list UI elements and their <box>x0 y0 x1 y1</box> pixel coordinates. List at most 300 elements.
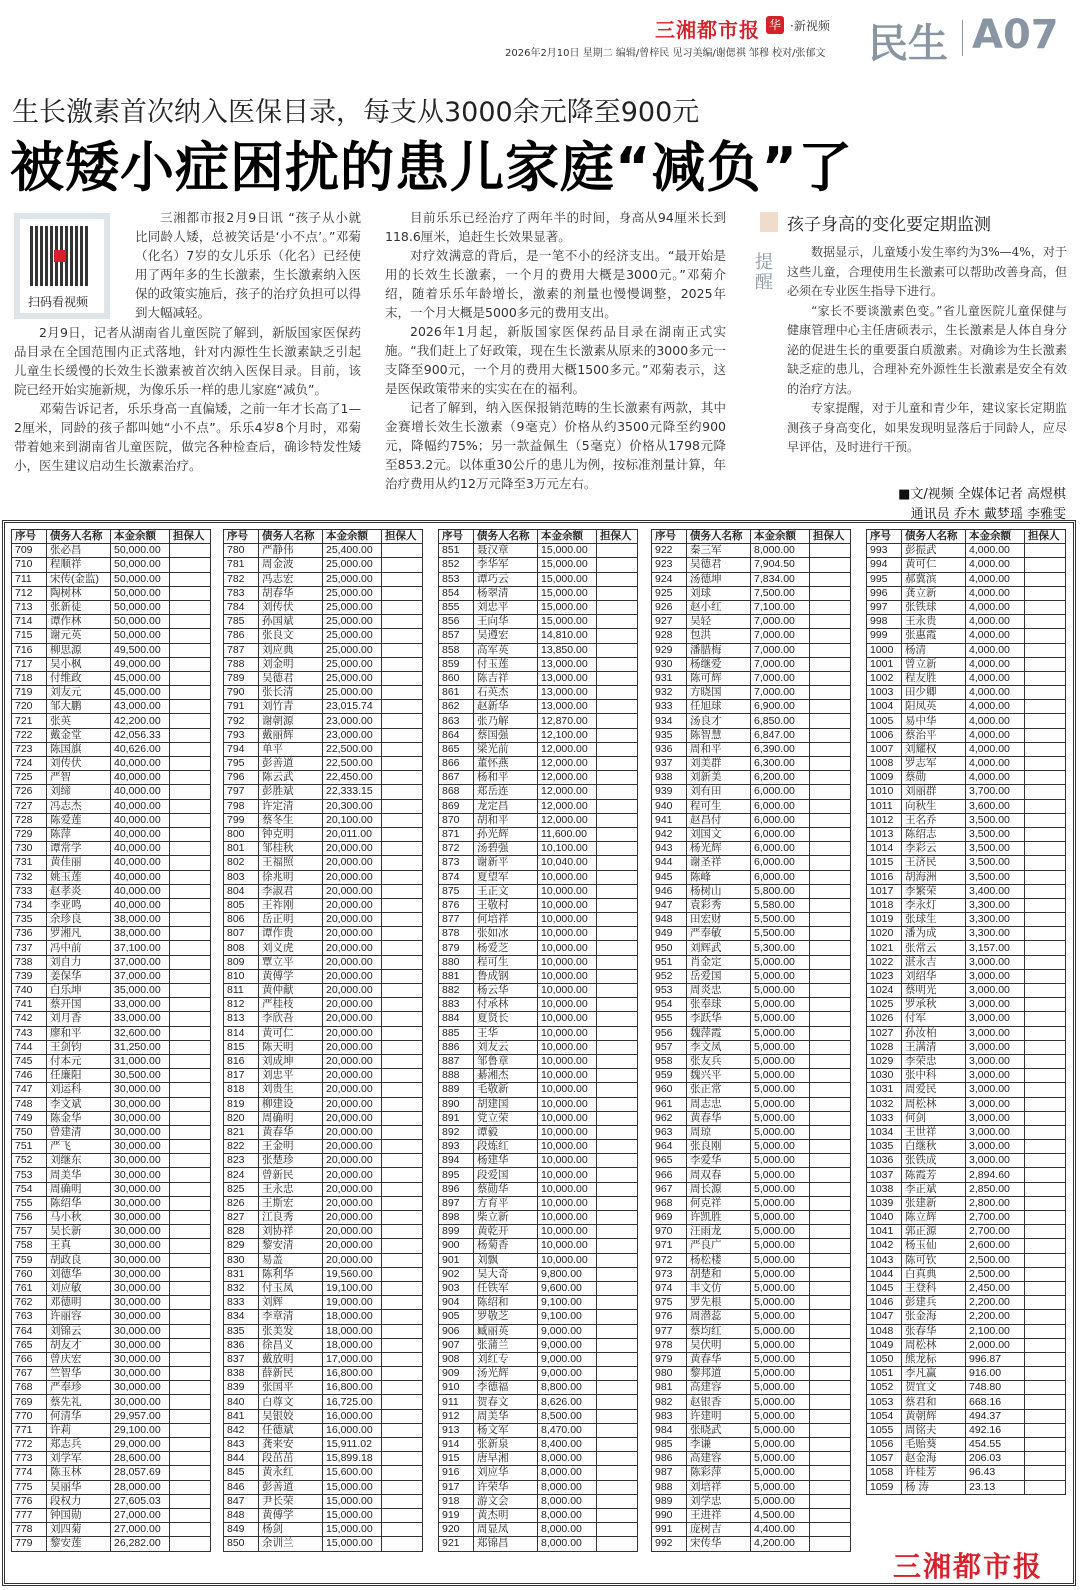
principal-balance: 50,000.00 <box>111 572 170 586</box>
row-number: 1013 <box>867 827 902 841</box>
principal-balance: 2,600.00 <box>966 1239 1025 1253</box>
row-number: 934 <box>652 714 687 728</box>
guarantor-cell <box>810 671 851 685</box>
table-row <box>224 1267 423 1281</box>
principal-balance: 3,000.00 <box>966 1083 1025 1097</box>
principal-balance: 5,000.00 <box>751 1196 810 1210</box>
table-row <box>224 700 423 714</box>
table-row <box>224 1125 423 1139</box>
guarantor-cell <box>170 941 211 955</box>
row-number: 810 <box>224 969 259 983</box>
principal-balance: 40,000.00 <box>111 757 170 771</box>
debtor-name: 白乐坤 <box>47 984 111 998</box>
table-row <box>867 1026 1066 1040</box>
debtor-name: 周铭夫 <box>902 1423 966 1437</box>
row-number: 1017 <box>867 884 902 898</box>
principal-balance: 3,000.00 <box>966 1040 1025 1054</box>
debtor-name: 王满清 <box>902 1040 966 1054</box>
principal-balance: 9,000.00 <box>538 1338 597 1352</box>
table-row <box>224 1395 423 1409</box>
row-number: 744 <box>12 1040 47 1054</box>
guarantor-cell <box>382 544 423 558</box>
guarantor-cell <box>810 927 851 941</box>
table-row <box>12 1097 211 1111</box>
table-row <box>439 856 638 870</box>
row-number: 1039 <box>867 1196 902 1210</box>
table-row <box>224 1083 423 1097</box>
debtor-name: 吴长新 <box>47 1225 111 1239</box>
guarantor-cell <box>382 1537 423 1551</box>
row-number: 900 <box>439 1239 474 1253</box>
guarantor-cell <box>597 1125 638 1139</box>
debtor-name: 杨清 <box>902 643 966 657</box>
table-row <box>224 1537 423 1551</box>
guarantor-cell <box>1025 615 1066 629</box>
principal-balance: 27,605.03 <box>111 1494 170 1508</box>
table-row <box>12 1438 211 1452</box>
row-number: 978 <box>652 1338 687 1352</box>
row-number: 905 <box>439 1310 474 1324</box>
guarantor-cell <box>382 1423 423 1437</box>
debtor-name: 董怀燕 <box>474 757 538 771</box>
debtor-name: 郑岳连 <box>474 785 538 799</box>
debtor-name: 谢圣祥 <box>687 856 751 870</box>
column-header: 担保人 <box>810 530 851 544</box>
debtor-name: 付承林 <box>474 998 538 1012</box>
guarantor-cell <box>382 771 423 785</box>
row-number: 1002 <box>867 671 902 685</box>
principal-balance: 3,000.00 <box>966 955 1025 969</box>
debtor-name: 冯志宏 <box>259 572 323 586</box>
debtor-name: 段爱国 <box>474 1168 538 1182</box>
row-number: 871 <box>439 827 474 841</box>
table-row <box>224 1296 423 1310</box>
guarantor-cell <box>382 643 423 657</box>
debtor-name: 张楚珍 <box>259 1154 323 1168</box>
row-number: 913 <box>439 1423 474 1437</box>
principal-balance: 13,000.00 <box>538 671 597 685</box>
row-number: 745 <box>12 1054 47 1068</box>
table-row <box>867 714 1066 728</box>
row-number: 727 <box>12 799 47 813</box>
row-number: 814 <box>224 1026 259 1040</box>
principal-balance: 494.37 <box>966 1409 1025 1423</box>
debtor-name: 周金波 <box>259 558 323 572</box>
table-row <box>12 1012 211 1026</box>
row-number: 909 <box>439 1367 474 1381</box>
debtor-name: 张必昌 <box>47 544 111 558</box>
table-row <box>224 1438 423 1452</box>
debtor-name: 石英杰 <box>474 686 538 700</box>
row-number: 815 <box>224 1040 259 1054</box>
debtor-name: 杨翠清 <box>474 586 538 600</box>
row-number: 1045 <box>867 1281 902 1295</box>
row-number: 1021 <box>867 941 902 955</box>
debtor-name: 田少卿 <box>902 686 966 700</box>
table-row <box>439 913 638 927</box>
table-row <box>12 686 211 700</box>
row-number: 709 <box>12 544 47 558</box>
table-row <box>224 870 423 884</box>
guarantor-cell <box>597 969 638 983</box>
debtor-name: 陈立辉 <box>902 1211 966 1225</box>
guarantor-cell <box>1025 657 1066 671</box>
row-number: 788 <box>224 657 259 671</box>
table-row <box>652 1480 851 1494</box>
debtor-name: 贺春文 <box>474 1395 538 1409</box>
table-row <box>224 1140 423 1154</box>
principal-balance: 30,000.00 <box>111 1281 170 1295</box>
guarantor-cell <box>810 827 851 841</box>
debtor-name: 熊龙标 <box>902 1352 966 1366</box>
guarantor-cell <box>597 1523 638 1537</box>
principal-balance: 5,000.00 <box>751 998 810 1012</box>
guarantor-cell <box>597 1296 638 1310</box>
principal-balance: 9,600.00 <box>538 1281 597 1295</box>
principal-balance: 25,400.00 <box>323 544 382 558</box>
guarantor-cell <box>810 1381 851 1395</box>
guarantor-cell <box>382 913 423 927</box>
debtor-name: 覃立平 <box>259 955 323 969</box>
row-number: 927 <box>652 615 687 629</box>
principal-balance: 748.80 <box>966 1381 1025 1395</box>
principal-balance: 2,500.00 <box>966 1253 1025 1267</box>
principal-balance: 2,000.00 <box>966 1338 1025 1352</box>
debtor-name: 杨剑 <box>259 1523 323 1537</box>
row-number: 1046 <box>867 1296 902 1310</box>
principal-balance: 10,000.00 <box>538 1225 597 1239</box>
guarantor-cell <box>597 1423 638 1437</box>
row-number: 931 <box>652 671 687 685</box>
debtor-name: 向秋生 <box>902 799 966 813</box>
table-row <box>439 998 638 1012</box>
principal-balance: 20,100.00 <box>323 813 382 827</box>
debtor-name: 王济民 <box>902 856 966 870</box>
row-number: 761 <box>12 1281 47 1295</box>
table-row <box>867 1225 1066 1239</box>
principal-balance: 5,000.00 <box>751 1253 810 1267</box>
debtor-name: 曾新民 <box>259 1168 323 1182</box>
principal-balance: 8,000.00 <box>538 1466 597 1480</box>
principal-balance: 3,000.00 <box>966 1054 1025 1068</box>
row-number: 845 <box>224 1466 259 1480</box>
principal-balance: 5,000.00 <box>751 1267 810 1281</box>
table-row <box>652 955 851 969</box>
table-row <box>439 1296 638 1310</box>
principal-balance: 8,000.00 <box>538 1508 597 1522</box>
principal-balance: 20,000.00 <box>323 1054 382 1068</box>
row-number: 989 <box>652 1494 687 1508</box>
debtor-name: 汤良才 <box>687 714 751 728</box>
principal-balance: 8,000.00 <box>538 1494 597 1508</box>
row-number: 893 <box>439 1140 474 1154</box>
guarantor-cell <box>810 1040 851 1054</box>
principal-balance: 20,000.00 <box>323 1225 382 1239</box>
row-number: 725 <box>12 771 47 785</box>
debtor-name: 黄傅学 <box>259 1508 323 1522</box>
principal-balance: 20,000.00 <box>323 1168 382 1182</box>
debtor-name: 刘金明 <box>259 657 323 671</box>
debtor-name: 彭建兵 <box>902 1296 966 1310</box>
column-header: 债务人名称 <box>474 530 538 544</box>
debtor-name: 刘四菊 <box>47 1523 111 1537</box>
row-number: 895 <box>439 1168 474 1182</box>
debtor-name: 陈可钦 <box>902 1253 966 1267</box>
row-number: 784 <box>224 600 259 614</box>
guarantor-cell <box>810 686 851 700</box>
row-number: 760 <box>12 1267 47 1281</box>
guarantor-cell <box>1025 1040 1066 1054</box>
debtor-name: 何剑 <box>902 1111 966 1125</box>
debtor-name: 余珍良 <box>47 913 111 927</box>
row-number: 877 <box>439 913 474 927</box>
row-number: 924 <box>652 572 687 586</box>
debtor-name: 蔡先礼 <box>47 1395 111 1409</box>
table-row <box>439 927 638 941</box>
debtor-name: 付玉凤 <box>259 1281 323 1295</box>
row-number: 954 <box>652 998 687 1012</box>
guarantor-cell <box>1025 1168 1066 1182</box>
principal-balance: 30,000.00 <box>111 1154 170 1168</box>
debtor-name: 李亚鸣 <box>47 898 111 912</box>
principal-balance: 3,000.00 <box>966 1140 1025 1154</box>
table-row <box>867 686 1066 700</box>
principal-balance: 50,000.00 <box>111 558 170 572</box>
debtor-name: 何培祥 <box>474 913 538 927</box>
guarantor-cell <box>170 1310 211 1324</box>
principal-balance: 4,000.00 <box>966 757 1025 771</box>
table-row <box>439 870 638 884</box>
debtor-name: 夏望军 <box>474 870 538 884</box>
row-number: 818 <box>224 1083 259 1097</box>
row-number: 988 <box>652 1480 687 1494</box>
table-row <box>439 1267 638 1281</box>
guarantor-cell <box>597 842 638 856</box>
debtor-name: 赵新华 <box>474 700 538 714</box>
guarantor-cell <box>1025 1069 1066 1083</box>
guarantor-cell <box>1025 1125 1066 1139</box>
debtor-name: 薛新民 <box>259 1367 323 1381</box>
guarantor-cell <box>597 1367 638 1381</box>
debtor-name: 陈可辉 <box>687 671 751 685</box>
row-number: 882 <box>439 984 474 998</box>
row-number: 947 <box>652 898 687 912</box>
principal-balance: 37,000.00 <box>111 955 170 969</box>
row-number: 964 <box>652 1140 687 1154</box>
guarantor-cell <box>170 657 211 671</box>
guarantor-cell <box>1025 955 1066 969</box>
table-row <box>12 827 211 841</box>
guarantor-cell <box>170 955 211 969</box>
principal-balance: 10,000.00 <box>538 1154 597 1168</box>
principal-balance: 5,000.00 <box>751 1225 810 1239</box>
table-row <box>12 643 211 657</box>
debtor-name: 李永灯 <box>902 898 966 912</box>
row-number: 949 <box>652 927 687 941</box>
guarantor-cell <box>170 969 211 983</box>
table-row <box>439 572 638 586</box>
guarantor-cell <box>170 1168 211 1182</box>
row-number: 792 <box>224 714 259 728</box>
principal-balance: 22,333.15 <box>323 785 382 799</box>
debtor-name: 彭善道 <box>259 757 323 771</box>
debtor-name: 李跃华 <box>687 1012 751 1026</box>
row-number: 718 <box>12 671 47 685</box>
guarantor-cell <box>597 629 638 643</box>
guarantor-cell <box>170 870 211 884</box>
table-row <box>439 827 638 841</box>
guarantor-cell <box>597 1083 638 1097</box>
table-row <box>652 842 851 856</box>
guarantor-cell <box>810 657 851 671</box>
row-number: 925 <box>652 586 687 600</box>
table-row <box>224 657 423 671</box>
principal-balance: 15,000.00 <box>538 544 597 558</box>
row-number: 801 <box>224 842 259 856</box>
row-number: 798 <box>224 799 259 813</box>
guarantor-cell <box>170 1040 211 1054</box>
column-header: 担保人 <box>1025 530 1066 544</box>
row-number: 1007 <box>867 742 902 756</box>
principal-balance: 16,000.00 <box>323 1423 382 1437</box>
debtor-name: 包洪 <box>687 629 751 643</box>
table-header-row <box>224 530 423 544</box>
table-row <box>12 1125 211 1139</box>
table-row <box>224 1040 423 1054</box>
principal-balance: 18,000.00 <box>323 1324 382 1338</box>
debtor-name: 王正文 <box>474 884 538 898</box>
table-row <box>224 1452 423 1466</box>
debtor-name: 张中科 <box>902 1069 966 1083</box>
guarantor-cell <box>597 1452 638 1466</box>
principal-balance: 30,000.00 <box>111 1324 170 1338</box>
guarantor-cell <box>597 1508 638 1522</box>
principal-balance: 33,000.00 <box>111 998 170 1012</box>
row-number: 957 <box>652 1040 687 1054</box>
row-number: 768 <box>12 1381 47 1395</box>
guarantor-cell <box>597 1381 638 1395</box>
principal-balance: 15,000.00 <box>323 1480 382 1494</box>
guarantor-cell <box>810 799 851 813</box>
principal-balance: 4,000.00 <box>966 728 1025 742</box>
row-number: 985 <box>652 1438 687 1452</box>
table-row <box>652 728 851 742</box>
debtor-name: 陈利华 <box>259 1267 323 1281</box>
table-row <box>652 1310 851 1324</box>
table-row <box>652 856 851 870</box>
principal-balance: 25,000.00 <box>323 586 382 600</box>
debtor-name: 岳爱国 <box>687 969 751 983</box>
table-row <box>652 1125 851 1139</box>
principal-balance: 10,000.00 <box>538 898 597 912</box>
row-number: 1037 <box>867 1168 902 1182</box>
table-row <box>652 884 851 898</box>
debtor-name: 谭作林 <box>47 615 111 629</box>
principal-balance: 30,000.00 <box>111 1111 170 1125</box>
principal-balance: 19,000.00 <box>323 1296 382 1310</box>
table-row <box>439 1083 638 1097</box>
guarantor-cell <box>170 1239 211 1253</box>
table-row <box>12 785 211 799</box>
debtor-name: 孙国斌 <box>259 615 323 629</box>
row-number: 726 <box>12 785 47 799</box>
table-row <box>224 1239 423 1253</box>
guarantor-cell <box>170 600 211 614</box>
row-number: 778 <box>12 1523 47 1537</box>
row-number: 922 <box>652 544 687 558</box>
row-number: 999 <box>867 629 902 643</box>
guarantor-cell <box>1025 856 1066 870</box>
principal-balance: 7,000.00 <box>751 615 810 629</box>
principal-balance: 12,000.00 <box>538 799 597 813</box>
principal-balance: 2,450.00 <box>966 1281 1025 1295</box>
principal-balance: 13,000.00 <box>538 700 597 714</box>
principal-balance: 5,000.00 <box>751 1239 810 1253</box>
guarantor-cell <box>382 856 423 870</box>
table-row <box>652 1267 851 1281</box>
guarantor-cell <box>170 1296 211 1310</box>
debtor-name: 邹鲁章 <box>474 1054 538 1068</box>
principal-balance: 5,000.00 <box>751 1111 810 1125</box>
guarantor-cell <box>1025 1310 1066 1324</box>
debtor-name: 严桂枝 <box>259 998 323 1012</box>
debtor-name: 程可生 <box>687 799 751 813</box>
debtor-name: 郑锦昌 <box>474 1537 538 1551</box>
guarantor-cell <box>810 1367 851 1381</box>
debtor-name: 唐早湘 <box>474 1452 538 1466</box>
guarantor-cell <box>597 714 638 728</box>
row-number: 775 <box>12 1480 47 1494</box>
table-row <box>224 913 423 927</box>
principal-balance: 20,000.00 <box>323 955 382 969</box>
debtor-name: 李凡赢 <box>902 1367 966 1381</box>
principal-balance: 7,000.00 <box>751 686 810 700</box>
table-row <box>867 913 1066 927</box>
table-row <box>12 998 211 1012</box>
debtor-name: 黎邦道 <box>687 1367 751 1381</box>
row-number: 914 <box>439 1438 474 1452</box>
sidebar-paragraph: 专家提醒，对于儿童和青少年，建议家长定期监测孩子身高变化，如果发现明显落后于同龄人，应尽早评估，及时进行干预。 <box>787 401 1067 454</box>
debtor-name: 周美华 <box>474 1409 538 1423</box>
principal-balance: 9,100.00 <box>538 1310 597 1324</box>
principal-balance: 7,000.00 <box>751 629 810 643</box>
guarantor-cell <box>810 1196 851 1210</box>
table-row <box>652 941 851 955</box>
row-number: 888 <box>439 1069 474 1083</box>
principal-balance: 15,000.00 <box>538 600 597 614</box>
table-row <box>867 898 1066 912</box>
table-row <box>12 1423 211 1437</box>
table-row <box>867 657 1066 671</box>
principal-balance: 10,000.00 <box>538 1069 597 1083</box>
debtor-name: 李荣忠 <box>902 1054 966 1068</box>
debtor-name: 刘锦云 <box>47 1324 111 1338</box>
debtor-name: 游文会 <box>474 1494 538 1508</box>
debtor-name: 谢元英 <box>47 629 111 643</box>
principal-balance: 5,000.00 <box>751 1423 810 1437</box>
debtor-name: 刘成坤 <box>259 1054 323 1068</box>
table-row <box>652 1494 851 1508</box>
debtor-name: 何克祥 <box>687 1196 751 1210</box>
principal-balance: 4,000.00 <box>966 700 1025 714</box>
table-row <box>439 700 638 714</box>
table-row <box>12 1225 211 1239</box>
debtor-name: 胡建国 <box>474 1097 538 1111</box>
principal-balance: 25,000.00 <box>323 615 382 629</box>
table-row <box>439 671 638 685</box>
guarantor-cell <box>597 785 638 799</box>
debtor-name: 陈爱莲 <box>47 813 111 827</box>
